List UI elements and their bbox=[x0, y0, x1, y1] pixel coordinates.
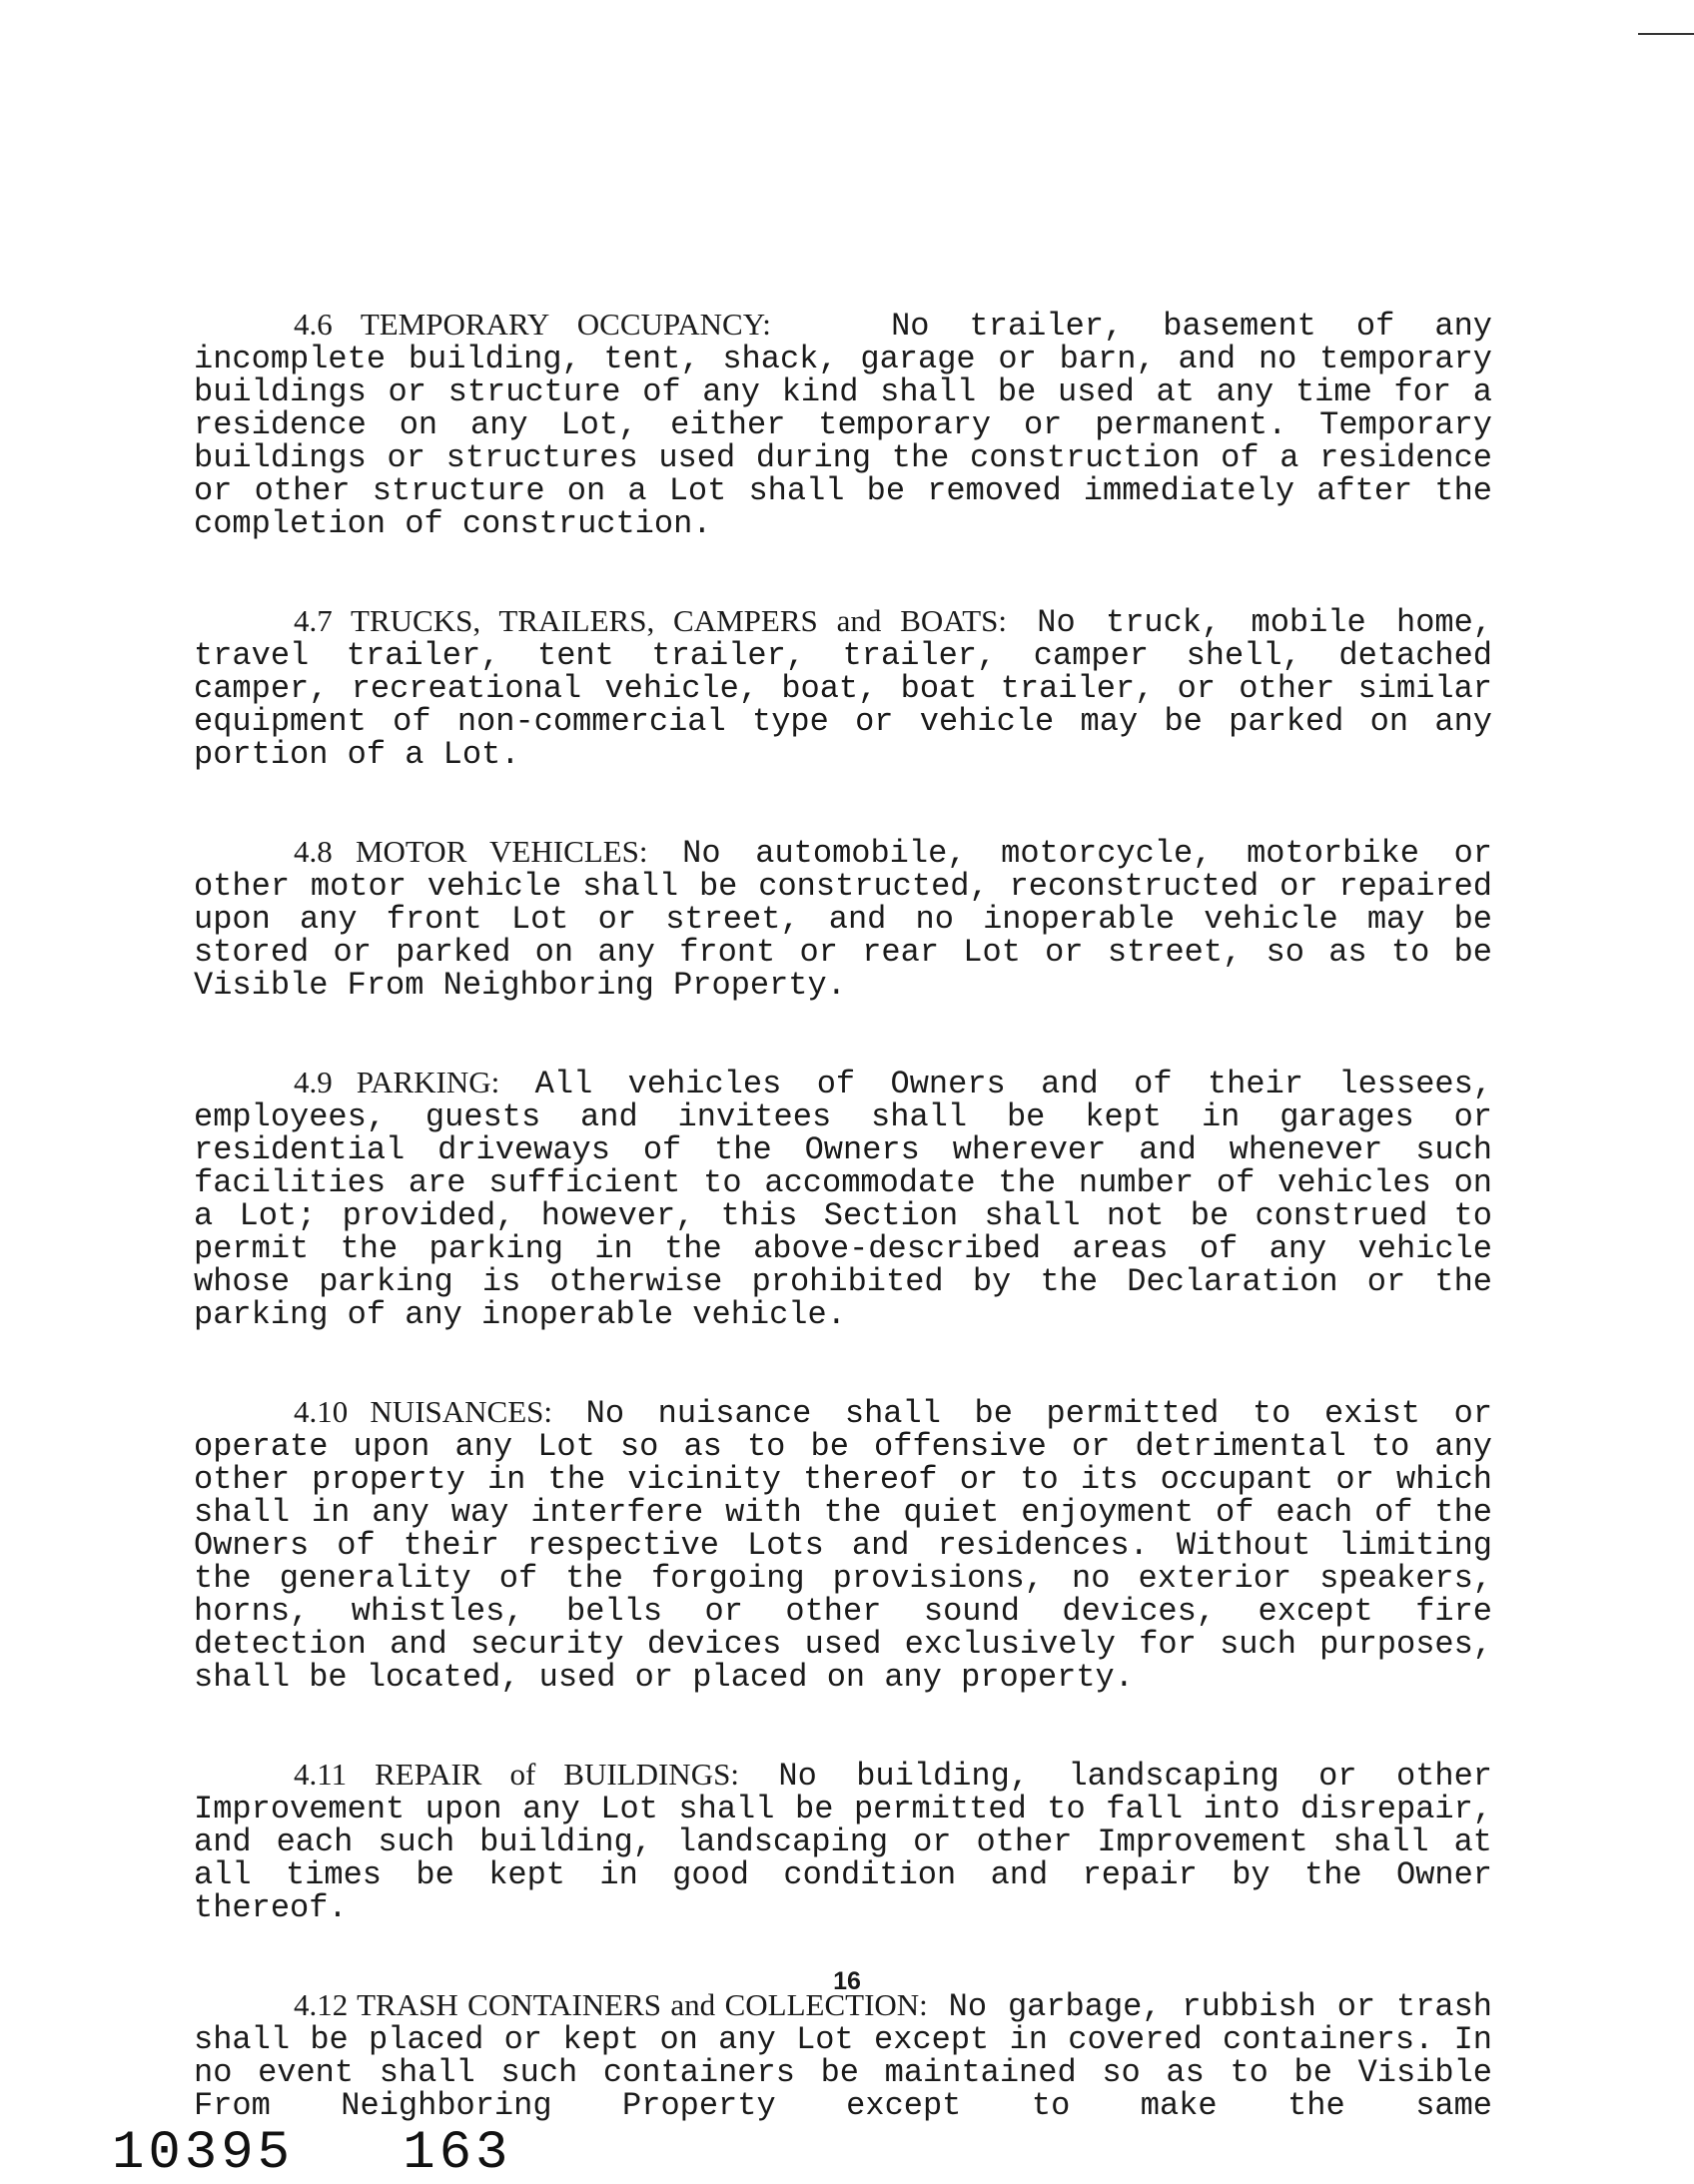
section-title: TRUCKS, TRAILERS, CAMPERS and BOATS: bbox=[351, 603, 1007, 638]
section-heading bbox=[294, 834, 647, 869]
section-4-8 bbox=[194, 835, 1492, 1002]
section-text: No building, landscaping or other Improvement upon any Lot shall be permitted to fall into disrepair, and each such building, landscaping or other Improvement shall at all times be kept in good condition and repair by the Owner thereof. bbox=[194, 1758, 1492, 1926]
section-number: 4.9 bbox=[294, 1065, 333, 1099]
section-text: No truck, mobile home, travel trailer, tent trailer, trailer, camper shell, detached camper, recreational vehicle, boat, boat trailer, or other similar equipment of non-commercial type or vehicle may be parked on any portion of a Lot. bbox=[194, 604, 1493, 773]
section-number: 4.6 bbox=[294, 307, 333, 342]
section-text: No nuisance shall be permitted to exist or operate upon any Lot so as to be offensive or detrimental to any other property in the vicinity thereof or to its occupant or which shall in any way interfere with the quiet enjoyment of each of the Owners of their respective Lots and residences. Without limiting the generality of the forgoing provisions, no exterior speakers, horns, whistles, bells or other sound devices, except fire detection and security devices used exclusively for such purposes, shall be located, used or placed on any property. bbox=[194, 1395, 1493, 1696]
corner-mark bbox=[1638, 33, 1694, 35]
section-number: 4.10 bbox=[294, 1394, 349, 1429]
section-4-9 bbox=[194, 1066, 1492, 1331]
section-number: 4.12 bbox=[294, 1987, 349, 2022]
section-4-12 bbox=[194, 1988, 1492, 2122]
section-title: REPAIR of BUILDINGS: bbox=[375, 1757, 739, 1792]
section-text: No trailer, basement of any incomplete building, tent, shack, garage or barn, and no temporary buildings or structure of any kind shall be used at any time for a residence on any Lot, either temporary or permanent. Temporary buildings or structures used during the construction of a residence or other structure on a Lot shall be removed immediately after the completion of construction. bbox=[194, 308, 1492, 542]
section-title: MOTOR VEHICLES: bbox=[355, 834, 648, 869]
section-4-7 bbox=[194, 604, 1492, 771]
section-heading bbox=[294, 603, 1007, 638]
section-text: All vehicles of Owners and of their lessees, employees, guests and invitees shall be kept in garages or residential driveways of the Owners wherever and whenever such facilities are sufficient to accommodate the number of vehicles on a Lot; provided, however, this Section shall not be construed to permit the parking in the above-described areas of any vehicle whose parking is otherwise prohibited by the Declaration or the parking of any inoperable vehicle. bbox=[194, 1066, 1493, 1333]
section-number: 4.7 bbox=[294, 603, 333, 638]
section-title: PARKING: bbox=[356, 1065, 500, 1099]
section-title: TRASH CONTAINERS and COLLECTION: bbox=[357, 1987, 928, 2022]
section-heading bbox=[294, 1757, 739, 1792]
section-number: 4.8 bbox=[294, 834, 333, 869]
section-number: 4.11 bbox=[294, 1757, 348, 1792]
section-4-11 bbox=[194, 1758, 1492, 1924]
section-title: TEMPORARY OCCUPANCY: bbox=[360, 307, 771, 342]
section-heading bbox=[294, 1394, 552, 1429]
section-4-10 bbox=[194, 1395, 1492, 1694]
page-number: 16 bbox=[833, 1967, 861, 1995]
section-4-6 bbox=[194, 308, 1492, 540]
section-heading bbox=[294, 1065, 499, 1099]
section-title: NUISANCES: bbox=[370, 1394, 553, 1429]
document-body bbox=[194, 308, 1492, 2122]
section-text: No automobile, motorcycle, motorbike or other motor vehicle shall be constructed, reconstructed or repaired upon any front Lot or street, and no inoperable vehicle may be stored or parked on any front or rear Lot or street, so as to be Visible From Neighboring Property. bbox=[194, 835, 1493, 1004]
section-text: No garbage, rubbish or trash shall be placed or kept on any Lot except in covered containers. In no event shall such containers be maintained so as to be Visible From Neighboring Property except to make the same bbox=[194, 1988, 1493, 2124]
recording-number: 10395 163 bbox=[112, 2123, 512, 2184]
section-heading bbox=[294, 307, 771, 342]
